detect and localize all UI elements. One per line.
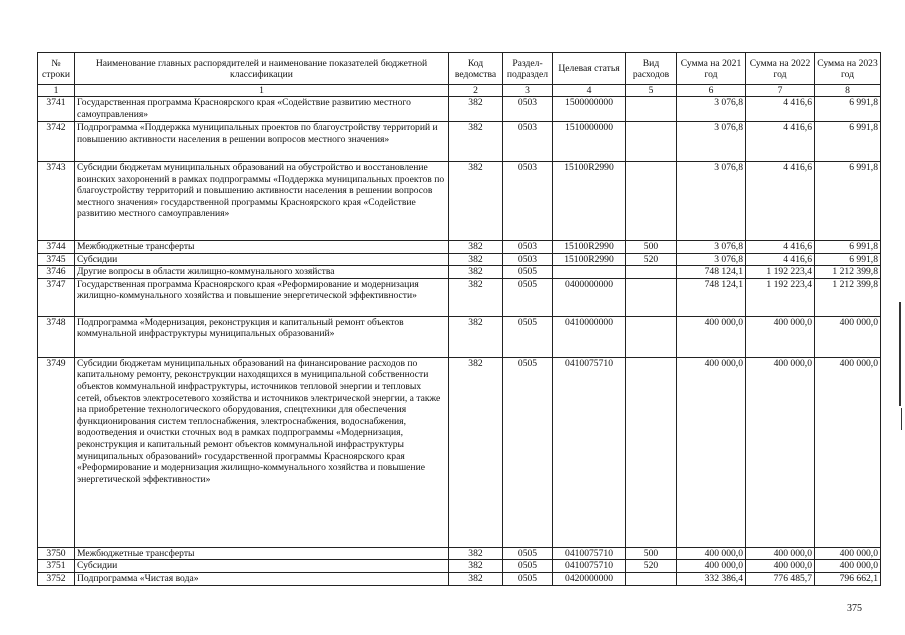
table-row: [38, 278, 881, 316]
row-sum-2022: 4 416,6: [746, 97, 815, 122]
table-row: [38, 253, 881, 266]
row-sum-2023: 1 212 399,8: [815, 266, 881, 279]
table-row: [38, 547, 881, 560]
row-sum-2023: 6 991,8: [815, 253, 881, 266]
col-number: 1: [38, 85, 75, 97]
row-number: 3752: [38, 572, 75, 585]
row-sum-2021: 332 386,4: [677, 572, 746, 585]
row-target-article: 0410075710: [553, 357, 626, 547]
row-name: Подпрограмма «Модернизация, реконструкция и капитальный ремонт объектов коммунальной инфраструктуры муниципальных образований»: [75, 316, 449, 357]
column-number-row: [38, 85, 881, 97]
row-department-code: 382: [449, 162, 503, 241]
row-department-code: 382: [449, 357, 503, 547]
header-sum-2021: Сумма на 2021 год: [677, 53, 746, 85]
row-expense-type: [626, 162, 677, 241]
col-number: 5: [626, 85, 677, 97]
row-sum-2023: 796 662,1: [815, 572, 881, 585]
header-target: Целевая статья: [553, 53, 626, 85]
col-number: 2: [449, 85, 503, 97]
row-number: 3750: [38, 547, 75, 560]
row-section: 0505: [503, 572, 553, 585]
row-name: Подпрограмма «Поддержка муниципальных проектов по благоустройству территорий и повышению активности населения в решении вопросов местного значения»: [75, 122, 449, 162]
header-section: Раздел-подраздел: [503, 53, 553, 85]
header-sum-2023: Сумма на 2023 год: [815, 53, 881, 85]
row-target-article: 0410075710: [553, 547, 626, 560]
col-number: 4: [553, 85, 626, 97]
col-number: 7: [746, 85, 815, 97]
row-sum-2023: 400 000,0: [815, 316, 881, 357]
row-name: Субсидии бюджетам муниципальных образований на финансирование расходов по капитальному ремонту, реконструкции находящихся в муниципальной собственности объектов коммунальной инфраструктуры, источников тепловой энергии и тепловых сетей, объектов электросетевого хозяйства и источников электрической энергии, а также на приобретение технологического оборудования, спецтехники для обеспечения функционирования систем теплоснабжения, электроснабжения, водоснабжения, водоотведения и очистки сточных вод в рамках подпрограммы «Модернизация, реконструкция и капитальный ремонт объектов коммунальной инфраструктуры муниципальных образований» государственной программы Красноярского края «Реформирование и модернизация жилищно-коммунального хозяйства и повышение энергетической эффективности»: [75, 357, 449, 547]
row-department-code: 382: [449, 253, 503, 266]
row-department-code: 382: [449, 97, 503, 122]
row-name: Субсидии: [75, 253, 449, 266]
table-row: [38, 241, 881, 254]
row-expense-type: [626, 97, 677, 122]
row-number: 3746: [38, 266, 75, 279]
row-target-article: 15100R2990: [553, 241, 626, 254]
row-sum-2022: 4 416,6: [746, 253, 815, 266]
row-sum-2023: 6 991,8: [815, 122, 881, 162]
row-expense-type: [626, 316, 677, 357]
row-sum-2021: 748 124,1: [677, 278, 746, 316]
row-target-article: 0410075710: [553, 560, 626, 573]
header-row: [38, 53, 881, 85]
row-sum-2023: 400 000,0: [815, 357, 881, 547]
row-sum-2023: 6 991,8: [815, 162, 881, 241]
row-section: 0505: [503, 547, 553, 560]
table-row: [38, 357, 881, 547]
row-section: 0503: [503, 122, 553, 162]
row-sum-2023: 400 000,0: [815, 560, 881, 573]
row-sum-2021: 3 076,8: [677, 241, 746, 254]
table-body: [38, 97, 881, 586]
row-sum-2022: 400 000,0: [746, 560, 815, 573]
row-sum-2022: 1 192 223,4: [746, 278, 815, 316]
row-number: 3742: [38, 122, 75, 162]
row-sum-2021: 400 000,0: [677, 357, 746, 547]
table-row: [38, 97, 881, 122]
row-name: Государственная программа Красноярского края «Реформирование и модернизация жилищно-коммунального хозяйства и повышение энергетической эффективности»: [75, 278, 449, 316]
row-number: 3749: [38, 357, 75, 547]
row-expense-type: 500: [626, 547, 677, 560]
row-department-code: 382: [449, 241, 503, 254]
row-expense-type: 520: [626, 560, 677, 573]
row-sum-2022: 400 000,0: [746, 316, 815, 357]
row-sum-2022: 400 000,0: [746, 547, 815, 560]
header-sum-2022: Сумма на 2022 год: [746, 53, 815, 85]
row-sum-2022: 400 000,0: [746, 357, 815, 547]
scan-edge-line: [899, 302, 901, 406]
table-row: [38, 560, 881, 573]
row-sum-2022: 776 485,7: [746, 572, 815, 585]
table-row: [38, 122, 881, 162]
row-sum-2022: 4 416,6: [746, 122, 815, 162]
row-sum-2023: 400 000,0: [815, 547, 881, 560]
table-row: [38, 162, 881, 241]
row-section: 0505: [503, 357, 553, 547]
row-number: 3747: [38, 278, 75, 316]
row-sum-2022: 4 416,6: [746, 162, 815, 241]
row-name: Межбюджетные трансферты: [75, 241, 449, 254]
header-code: Код ведомства: [449, 53, 503, 85]
row-target-article: 0410000000: [553, 316, 626, 357]
row-name: Субсидии: [75, 560, 449, 573]
row-number: 3743: [38, 162, 75, 241]
row-number: 3748: [38, 316, 75, 357]
page-number: 375: [847, 603, 862, 614]
row-number: 3751: [38, 560, 75, 573]
row-expense-type: [626, 572, 677, 585]
row-sum-2021: 3 076,8: [677, 97, 746, 122]
row-section: 0503: [503, 162, 553, 241]
row-expense-type: [626, 266, 677, 279]
row-sum-2021: 400 000,0: [677, 316, 746, 357]
header-no: № строки: [38, 53, 75, 85]
row-target-article: 0420000000: [553, 572, 626, 585]
row-expense-type: 500: [626, 241, 677, 254]
row-number: 3741: [38, 97, 75, 122]
row-section: 0503: [503, 241, 553, 254]
row-target-article: 0400000000: [553, 278, 626, 316]
row-sum-2021: 748 124,1: [677, 266, 746, 279]
col-number: 8: [815, 85, 881, 97]
row-section: 0505: [503, 560, 553, 573]
row-target-article: 1510000000: [553, 122, 626, 162]
header-exp-type: Вид расходов: [626, 53, 677, 85]
col-number: 3: [503, 85, 553, 97]
row-department-code: 382: [449, 278, 503, 316]
row-sum-2023: 6 991,8: [815, 241, 881, 254]
row-sum-2021: 3 076,8: [677, 122, 746, 162]
row-department-code: 382: [449, 547, 503, 560]
row-name: Подпрограмма «Чистая вода»: [75, 572, 449, 585]
row-target-article: [553, 266, 626, 279]
row-section: 0505: [503, 316, 553, 357]
row-name: Межбюджетные трансферты: [75, 547, 449, 560]
budget-table: [37, 52, 881, 586]
table-row: [38, 572, 881, 585]
row-department-code: 382: [449, 266, 503, 279]
table-row: [38, 266, 881, 279]
col-number: 1: [75, 85, 449, 97]
row-name: Субсидии бюджетам муниципальных образований на обустройство и восстановление воинских захоронений в рамках подпрограммы «Поддержка муниципальных проектов по благоустройству территорий и повышению активности населения в решении вопросов местного значения» государственной программы Красноярского края «Содействие развитию местного самоуправления»: [75, 162, 449, 241]
row-sum-2023: 1 212 399,8: [815, 278, 881, 316]
row-target-article: 1500000000: [553, 97, 626, 122]
row-expense-type: 520: [626, 253, 677, 266]
row-sum-2023: 6 991,8: [815, 97, 881, 122]
row-sum-2021: 3 076,8: [677, 253, 746, 266]
row-name: Государственная программа Красноярского края «Содействие развитию местного самоуправления»: [75, 97, 449, 122]
row-sum-2021: 400 000,0: [677, 560, 746, 573]
row-expense-type: [626, 278, 677, 316]
header-name: Наименование главных распорядителей и наименование показателей бюджетной классификации: [75, 53, 449, 85]
row-sum-2022: 1 192 223,4: [746, 266, 815, 279]
row-section: 0503: [503, 253, 553, 266]
row-target-article: 15100R2990: [553, 253, 626, 266]
scan-edge-line: [901, 408, 902, 430]
row-section: 0505: [503, 278, 553, 316]
row-section: 0505: [503, 266, 553, 279]
row-name: Другие вопросы в области жилищно-коммунального хозяйства: [75, 266, 449, 279]
row-target-article: 15100R2990: [553, 162, 626, 241]
row-department-code: 382: [449, 316, 503, 357]
row-section: 0503: [503, 97, 553, 122]
row-expense-type: [626, 357, 677, 547]
row-department-code: 382: [449, 122, 503, 162]
row-sum-2021: 400 000,0: [677, 547, 746, 560]
row-number: 3744: [38, 241, 75, 254]
row-expense-type: [626, 122, 677, 162]
col-number: 6: [677, 85, 746, 97]
row-sum-2022: 4 416,6: [746, 241, 815, 254]
table-row: [38, 316, 881, 357]
row-department-code: 382: [449, 560, 503, 573]
row-sum-2021: 3 076,8: [677, 162, 746, 241]
row-department-code: 382: [449, 572, 503, 585]
row-number: 3745: [38, 253, 75, 266]
